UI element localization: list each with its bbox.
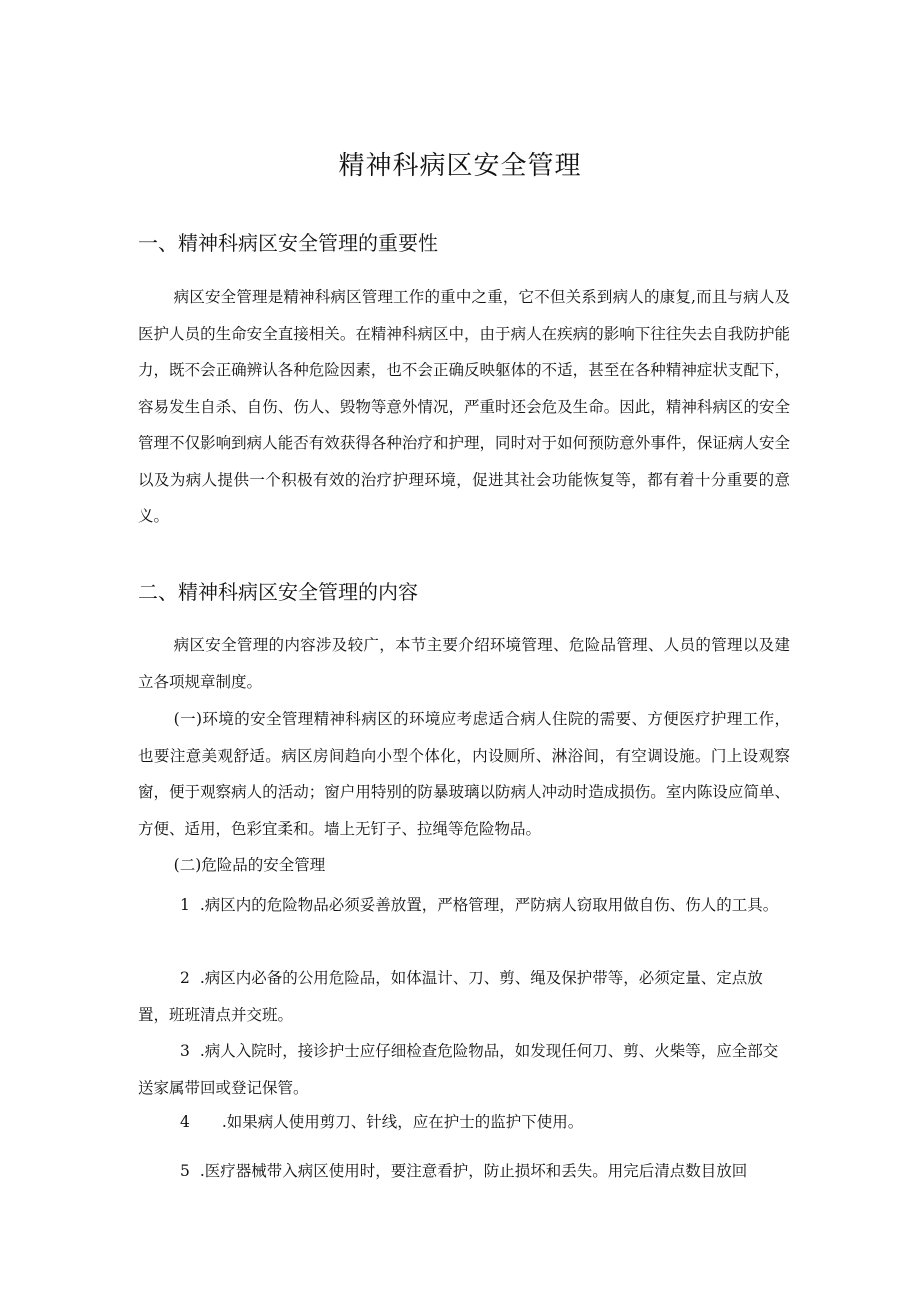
list-item-number: 2 (180, 969, 190, 987)
section-heading-importance: 一、精神科病区安全管理的重要性 (138, 231, 438, 255)
list-item-number: 3 (180, 1042, 190, 1060)
list-item (138, 960, 790, 1033)
section-heading-content: 二、精神科病区安全管理的内容 (138, 580, 418, 604)
subheading-dangerous-goods: (二)危险品的安全管理 (173, 856, 326, 874)
list-item-text: .病人入院时，接诊护士应仔细检查危险物品，如发现任何刀、剪、火柴等，应全部交送家属带回或登记保管。 (138, 1042, 779, 1097)
list-item (138, 887, 790, 924)
list-item-text: .病区内的危险物品必须妥善放置，严格管理，严防病人窃取用做自伤、伤人的工具。 (199, 896, 779, 914)
list-item-number: 5 (180, 1162, 190, 1180)
list-item (138, 1033, 790, 1106)
list-item (138, 1104, 790, 1141)
list-item (138, 1153, 790, 1190)
paragraph-importance: 病区安全管理是精神科病区管理工作的重中之重，它不但关系到病人的康复,而且与病人及医护人员的生命安全直接相关。在精神科病区中，由于病人在疾病的影响下往往失去自我防护能力，既不会正确辨认各种危险因素，也不会正确反映躯体的不适，甚至在各种精神症状支配下，容易发生自杀、自伤、伤人、毁物等意外情况，严重时还会危及生命。因此，精神科病区的安全管理不仅影响到病人能否有效获得各种治疗和护理，同时对于如何预防意外事件，保证病人安全以及为病人提供一个积极有效的治疗护理环境，促进其社会功能恢复等，都有着十分重要的意义。 (138, 288, 790, 525)
list-item-text: .医疗器械带入病区使用时，要注意看护，防止损坏和丢失。用完后清点数目放回 (199, 1162, 748, 1180)
list-item-number: 1 (180, 896, 190, 914)
paragraph-environment-management: (一)环境的安全管理精神科病区的环境应考虑适合病人住院的需要、方便医疗护理工作，也要注意美观舒适。病区房间趋向小型个体化，内设厕所、淋浴间，有空调设施。门上设观察窗，便于观察病人的活动；窗户用特别的防暴玻璃以防病人冲动时造成损伤。室内陈设应简单、方便、适用，色彩宜柔和。墙上无钉子、拉绳等危险物品。 (138, 710, 790, 838)
page-title: 精神科病区安全管理 (338, 151, 582, 181)
paragraph-content-intro: 病区安全管理的内容涉及较广，本节主要介绍环境管理、危险品管理、人员的管理以及建立各项规章制度。 (138, 636, 790, 691)
list-item-text: .如果病人使用剪刀、针线，应在护士的监护下使用。 (221, 1113, 584, 1131)
list-item-number: 4 (180, 1113, 190, 1131)
list-item-text: .病区内必备的公用危险品，如体温计、刀、剪、绳及保护带等，必须定量、定点放置，班班清点并交班。 (138, 969, 763, 1024)
